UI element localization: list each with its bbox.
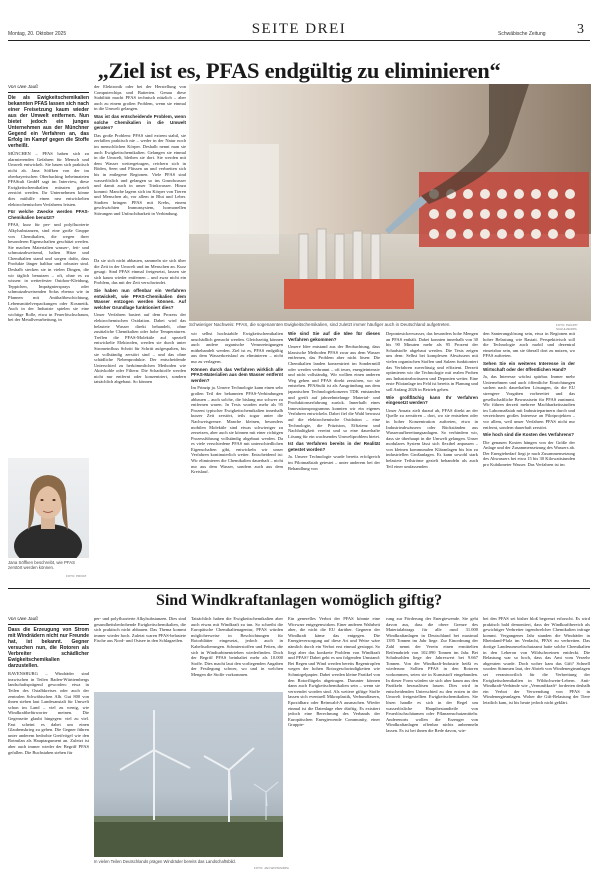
article2-col5-text: rung zur Förderung der Energiewende. Sie geht davon aus, dass die obere Grenze des Materialabtrags für alle rund 31.000 Windkraftanlagen in Deutschland bei maximal 1395 Tonnen im Jahr liege. Zur Einordnung der Zahl nennt der Verein einen ermittelten Reifenabrieb von 102.090 Tonnen im Jahr. Bei Schuhsohlen liege der Jahreswert bei 9.667 Tonnen. Von der Windkraft-Industrie heißt es wiederum: Sollten PFAS in den Rotoren vorkommen, seien sie in Kunststoff eingebunden. In dieser Form würden sie sich aber kaum aus den Partikeln herauslösen lassen. Dies wird in entscheidenden Unterschied zu den ersten in der Umwelt freigestellten Ewigkeitschemikalien. Sie lösen handle es sich in der Regel um wasserlösliche Hauptbestandteile von Feuerlöschschäumen oder Pflanzenschutzmitteln. Anderenorts wollen die Erzeuger von Windkraftanlagen offenbar nichts anbrenneln lassen. Es ist bei ihnen die Rede davon, wie- — [386, 616, 478, 733]
lab-scene-icon — [189, 84, 591, 321]
portrait-credit: FOTO: PRIVAT — [66, 574, 87, 578]
header-rule — [8, 40, 590, 41]
article2-col3 — [191, 616, 283, 688]
article1-author: Von Uwe Jauß — [8, 84, 38, 89]
article1-answer-9: Die genauen Kosten hängen von der Größe der Anlage und der Zusammensetzung des Wassers ab. Der Energiebedarf liegt je nach Zusammensetzung des Abwassers bei etwa 15 bis 30 Kilowattstunden pro Kubikmeter Wasser. Das Verfahren ist im — [483, 439, 575, 468]
wind-photo-credit: FOTO: JAN WOITAS/DPA — [254, 866, 289, 870]
article1-col5-cont: Deponiesickerwasser, das besonders hohe Mengen an PFAS enthält. Dabei konnten innerhalb von 30 bis 90 Minuten mehr als 95 Prozent der Schadstoffe abgebaut werden. Die Tests zeigen uns dem: Selbst bei komplexen Abwässern mit vielen organischen Stoffen und Salzen funktioniert das Verfahren zuverlässig und effizient. Derzeit optimieren wir die Technologie mit realen Proben aus Industrieabwässern und Deponien weiter. Eine erste Pilotanlage im Feld ist bereits in Planung und soll Anfang 2026 in Betrieb gehen. — [386, 331, 478, 392]
article1-answer-8: Ja, das Interesse wächst spürbar. Immer mehr Unternehmen und auch öffentliche Einrichtungen suchen nach dauerhaften Lösungen, da die EU strengere Vorgaben vorbereitet und das gesellschaftliche Bewusstsein für PFAS zunimmt. Wir führen derzeit mehrere Machbarkeitsstudien im Labormaßstab mit Industriepartnern durch und verzeichnen großes Interesse an Pilotprojekten – vor allem, weil unser Verfahren PFAS nicht nur entfernt, sondern dauerhaft zerstört. — [483, 374, 575, 430]
article2-col5 — [386, 616, 478, 866]
article1-answer-7: Unser Ansatz zielt darauf ab, PFAS direkt an der Quelle zu zerstören – dort, wo sie entstehen oder in hoher Konzentration auftreten, etwa in Industrieabwässern oder Rückständen aus Wasseraufbereitungsanlagen. So verhindern wir, dass sie überhaupt in die Umwelt gelangen. Unser modulares System lässt sich flexibel anpassen – von kleinen kommunalen Kläranlagen bis hin zu industriellen Großanlagen. Es kann sowohl stark belastete Teilströme gezielt behandeln als auch Teil einer umfassenden — [386, 407, 478, 469]
article1-col-e-intro: den Sanierungslösung sein, etwa in Regionen mit hoher Belastung wie Rastatt. Perspektivisch soll die Technologie auch mobil und dezentral einsetzbar sein, um sie überall dort zu nutzen, wo PFAS auftreten. — [483, 331, 575, 359]
wind-photo — [94, 692, 283, 857]
article1-question-6: Ist das Verfahren bereits in der Realität getestet worden? — [288, 441, 380, 452]
article1-col5 — [386, 331, 478, 574]
article1-answer-1: PFAS, kurz für per- und polyfluorierte Alkylsubstanzen, sind eine große Gruppe von Chemikalien, die wegen ihrer besonderen Eigenschaften geschätzt werden. Sie machen Materialien wasser-, fett- und schmutzabweisend, halten Hitze und Chemikalien stand und sorgen dafür, dass Produkte länger haltbar und robuster sind. Deshalb stecken sie in vielen Dingen, die wir täglich benutzen – oft, ohne es zu wissen: in wetterfester Outdoor-Kleidung, Teppichen, Imprägniersprays oder schmutzabweisenden Sofas ebenso wie in Pfannen mit Antihaftbeschichtung, Lebensmittelverpackungen oder Kosmetik. Auch in der Industrie spielen sie eine wichtige Rolle, etwa in Feuerlöschschaum, bei der Metallverarbeitung, in — [8, 222, 89, 323]
article2-col2 — [94, 616, 186, 688]
article2-col1 — [8, 616, 89, 866]
wind-photo-caption: In vielen Teilen Deutschlands prägen Windräder bereits das Landschaftsbild. — [94, 859, 236, 864]
header-paper: Schwäbische Zeitung — [498, 31, 546, 37]
article1-question-3: Sie haben nun offenbar ein Verfahren entwickelt, wie PFAS-Chemikalien dem Wasser entzogen werden können. Auf welcher Grundlage funktioniert dies? — [94, 287, 186, 310]
article1-col2-intro: der Elektronik oder bei der Herstellung von Computerchips und Batterien. Genau diese Stabilität macht PFAS technisch nützlich – aber auch zu einem großen Problem, wenn sie einmal in die Umwelt gelangen. — [94, 84, 186, 112]
article1-question-2: Was ist das entscheidende Problem, wenn solche Chemikalien in die Umwelt geraten? — [94, 113, 186, 131]
article1-question-5: Wie sind Sie auf die Idee für dieses Verfahren gekommen? — [288, 331, 380, 342]
article1-lead: Die als Ewigkeitschemikalien bekannten PFAS lassen sich nach einer Freisetzung kaum wieder aus der Umwelt entfernen. Nun bietet jedoch ein junges Unternehmen aus der Münchner Gegend ein Verfahren an, das Erfolg im Kampf gegen die Stoffe verheißt. — [8, 95, 89, 150]
section-title: SEITE DREI — [251, 21, 347, 37]
article1-answer-3: Unser Verfahren basiert auf dem Prozess der elektrochemischen Oxidation. Dabei wird das belastete Wasser direkt behandelt, ohne zusätzliche Chemikalien oder hohe Temperaturen. Treffen die PFAS-Moleküle auf speziell entwickelte Elektroden, werden sie durch unter Stromeinfluss Schritt für Schritt aufgespalten, bis sie vollständig zerstört sind – und das ohne schädliche Nebenprodukte. Der entscheidende Unterschied zu herkömmlichen Methoden wie Aktivkohle oder Filtern: Die Schadstoffe werden nicht nur entfernt oder konzentriert, sondern tatsächlich abgebaut. So können — [94, 312, 186, 385]
article2-col3-text: Tatsächlich haben die Ewigkeitschemikalien aber auch etwas mit Windkraft zu tun. So schreibt die Europäische Chemikalienagentur, PFAS würden möglicherweise in Beschichtungen für Rotorblätter eingesetzt, jedoch auch in Kabelisolierungen. Schmierstoffen und Fetten, die sich in Windturbinentrieben wiederfinden. Doch der Begriff PFAS beinhaltet mehr als 10.000 Stoffe. Dies macht laut den vorliegenden Angaben der Festlegung schwer, wo und in welchen Mengen die Stoffe vorkommen. — [191, 616, 283, 677]
main-photo — [189, 84, 591, 321]
article1-question-1: Für welche Zwecke werden PFAS-Chemikalien benutzt? — [8, 209, 89, 220]
article1-col2-cont: Da sie sich nicht abbauen, sammeln sie sich über die Zeit in der Umwelt und im Menschen an. Kurz gesagt: Sind PFAS einmal freigesetzt, lassen sie sich kaum wieder entfernen – und zwar nicht ein Problem, das mit der Zeit verschwindet. — [94, 258, 186, 286]
article1-col1 — [8, 84, 89, 454]
article2-top-rule — [8, 588, 590, 589]
article1-question-7: Wie großflächig kann Ihr Verfahren eingesetzt werden? — [386, 394, 478, 406]
article1-question-8: Sehen Sie ein weiteres Interesse in der Wirtschaft oder der öffentlichen Hand? — [483, 360, 575, 372]
article2-author: Von Uwe Jauß — [8, 616, 38, 621]
article1-question-4: Können durch das Verfahren wirklich alle PFAS-Materialien aus dem Wasser entfernt werden? — [191, 366, 283, 383]
article2-col4-text: Ein generelles Verbot der PFAS könnte eine Wirrwarr entgegenwirken. Einer anderen Wahrheit aber, die nicht die EU darüber. Gegnern der Windkraft käme das entgegen. Die Energieversorgung auf diese Art und Weise wäre nämlich durch ein Verbot erst einmal gestoppt. So liegt aber das konkrete Problem von Windkraft und PFAS? Dabei geht es um folgenden Umstand: Bei Regen und Wind werden bereits Regentropfen wegen der hohen Rotorgeschwindigkeiten wie Schmirgelpapier. Dabei werden kleine Partikel von den Rotorflügeln abgetragen. Darunter können dann auch Ewigkeitschemikalien sein – wenn sie verwendet worden sind. Als weitere giftige Stoffe lassen sich eventuell Mikroplastik, Verbundfasern, Epoxidharz oder Reinwald-A ausmachen. Wieder einmal ist die Datenlage eher dürftig. Es existiert jedoch eine Berechnung des Verbands der Europäischen Energiewende Community, einer Gruppie- — [288, 616, 380, 728]
article1-sanierung-text-visible — [483, 331, 575, 574]
article2-col2-text: per- und polyfluorierte Alkylsubstanzen. Dies sind gesundheitsbedrohende Ewigkeitschemikalien, die sich praktisch nicht abbauen. Das Thema kommt immer wieder hoch. Zuletzt waren PFAS-belastete Fische aus Nord- und Ostsee in den Schlagzeilen. — [94, 616, 186, 644]
article1-intro: MÜNCHEN – PFAS haben sich zu alarmierenden Gefahren für Mensch und Umwelt entwickelt. Sie basen sich praktisch nicht ab. Jana Söffken von der im oberbayerischen Oberhaching beheimateten PFAStuli GmbH sagt im Interview, diese Ewigkeitschemikalien müssten gezielt zerstört werden. Ihr Unternehmen könne dies mithilfe einen neu entwickelten elektrochemischen Verfahrens leisten. — [8, 151, 89, 207]
article2-col6-text: bei den PFAS sei bisher bloß begrenzt erforscht. Es wird praktisch bald demontiert, dass der Windkraftbereich als gewichtiger Verbreiter irgendwelcher Chemikalien infrage kommt. Vergangenes Jahr standen die Windräder in Rheinland-Pfalz im Verdacht, PFAS zu verbreiten. Das dortige Landesumweltschutzamt hatte solche Chemikalien in den Leberon von Wildschweinen entdeckt. Die Belastung war so hoch, dass das Amt vom Verzehr abgeraten wurde. Doch woher kam das Gift? Schnell wurden Stimmen laut, der Abrieb von Windenergieanlagen sei verantwortlich für die Verbreitung der Ewigkeitschemikalien in Wildschwein-Lebern. Anti-Windkraft-Verbände wie „Vernunftkraft“ forderten deshalb ein Verbot der Verwendung von PFAS in Windenergieanlagen. Woher die Gift-Belastung der Tiere letztlich kam, ist bis heute jedoch nicht geklärt. — [483, 616, 590, 705]
article1-col3 — [191, 331, 283, 574]
article2-col6 — [483, 616, 590, 866]
article1-answer-2: Das große Problem: PFAS sind extrem stabil, sie zerfallen praktisch nie – weder in der Natur noch im menschlichen Körper. Deshalb nennt man sie auch Ewigkeitschemikalien. Gelangen sie einmal in die Umwelt, bleiben sie dort. Sie werden mit dem Wasser weitergetragen, reichern sich in Böden, Seen und Flüssen an und verbreiten sich bis in entlegene Regionen. Viele PFAS sind wasserlöslich und gelangen so ins Grundwasser und damit auch in unser Trinkwasser. Hinzu kommt: Manche lagern sich im Körper von Tieren und Menschen ab, vor allem in Blut und Leber. Studien bringen PFAS mit Krebs, einem geschwächten Immunsystem, hormonellen Störungen und Unfruchtbarkeit in Verbindung. — [94, 132, 186, 217]
article1-col3-cont: wir selbst hochstabile Ewigkeitschemikalien unschädlich gemacht werden. Gleichzeitig können auch andere organische Verunreinigungen mitbehandelt werden. Ziel ist es, PFAS endgültig aus dem Wasserkreislauf zu eliminieren – nicht nur zu verlagern. — [191, 331, 283, 364]
main-photo-caption: Schwieriger Nachweis: PFAS, die sogenannten Ewigkeitschemikalien, sind zuletzt immer häufiger auch in Deutschland aufgetreten. — [189, 322, 451, 327]
article2-lead: Dass die Erzeugung von Strom mit Windrädern nicht nur Freunde hat, ist bekannt. Gegner versuchen nun, die Rotoren als Verbreiter schädlicher Ewigkeitschemikalien darzustellen. — [8, 627, 89, 670]
page-number: 3 — [577, 22, 584, 37]
article1-headline: „Ziel ist es, PFAS endgültig zu eliminieren“ — [97, 58, 501, 83]
portrait-icon — [8, 458, 89, 558]
article2-col1-text: RAVENSBURG – Windräder sind inzwischen in Teilen Baden-Württembergs landschaftsprägend geworden: etwa in Teilen des Ostalbkreises oder auch der zentralen Schwäbischen Alb. Gut 800 von ihnen stehen laut Landesanstalt für Umwelt schon im Land – viel zu wenig, wie Windkraftbefürworter meinen. Die Gegenseite glaubt hingegen: viel zu viel. Fast scheint es dabei um einen Glaubenskrieg zu gehen. Die Gegner führen unter anderem bedrohte Greifvögel wie den Rotmilan als Hauptargument an. Zuletzt ist aber auch immer wieder der Begriff PFAS gefallen. Die Buchstaben stehen für — [8, 671, 89, 755]
article1-question-9: Wie hoch sind die Kosten des Verfahrens? — [483, 432, 574, 438]
article1-col2-top — [94, 84, 186, 256]
article1-answer-4: Im Prinzip ja. Unsere Technologie kann einen sehr großen Teil der bekannten PFAS-Verbindungen abbauen – auch solche, die bislang nur schwer zu entfernen waren. In Tests wurden mehr als 95 Prozent typischer Ewigkeitschemikalien innerhalb kurzer Zeit zerstört, teils sogar unter die Nachweisgrenze. Manche kleinen, besonders mobilen Moleküle sind etwas schwieriger zu zersetzen, aber auch sie können mit einer richtigen Prozessführung vollständig abgebaut werden. Da es viele verschiedene PFAS mit unterschiedlichen Eigenschaften gibt, entwickeln wir unser Verfahren kontinuierlich weiter. Entscheidend ist: Wir eliminieren die Chemikalien dauerhaft – nicht nur aus dem Wasser, sondern auch aus dem Kreislauf. — [191, 385, 283, 475]
article1-col4 — [288, 331, 380, 574]
portrait-photo — [8, 458, 89, 558]
wind-turbine-icon — [94, 692, 283, 857]
article2-col4 — [288, 616, 380, 866]
article1-answer-6: Ja. Unsere Technologie wurde bereits erfolgreich im Pilotmaßstab getestet – unter anderem bei der Behandlung von — [288, 454, 380, 471]
article1-answer-5: Unsere Idee entstand aus der Beobachtung, dass klassische Methoden PFAS zwar aus dem Wasser entfernen, das Problem aber nicht lösen: Die Chemikalien landen konzentriert im Sondermüll oder werden verbrannt – oft teuer, energieintensiv und nicht vollständig. Wir wollten einen anderen Weg gehen und PFAS direkt zerstören, wo sie entstehen. PFAStulii ist als Ausgründung aus dem japanischen Technologiekonzern TDK entstanden und greift auf jahrzehntelange Material- und Produktionserfahrung zurück. Innerhalb eines Innovationsprogramms konnten wir ein eigenes Verfahren entwickeln. Dabei fiel die Wahl bewusst auf die elektrochemische Oxidation – eine Technologie, die Präzision, Effizienz und Nachhaltigkeit vereint und so eine dauerhafte Lösung für ein wachsendes Umweltproblem bietet. — [288, 344, 380, 439]
main-photo-credit: FOTO: PHILIPP SCHULZE/DPA — [556, 323, 578, 331]
article1-col2-bottom — [94, 258, 186, 574]
header-date: Montag, 20. Oktober 2025 — [8, 31, 67, 37]
article2-headline: Sind Windkraftanlagen womöglich giftig? — [155, 592, 443, 609]
portrait-caption: Jana Söffken beschreibt, wie PFAS zerstört werden können. — [8, 560, 76, 571]
